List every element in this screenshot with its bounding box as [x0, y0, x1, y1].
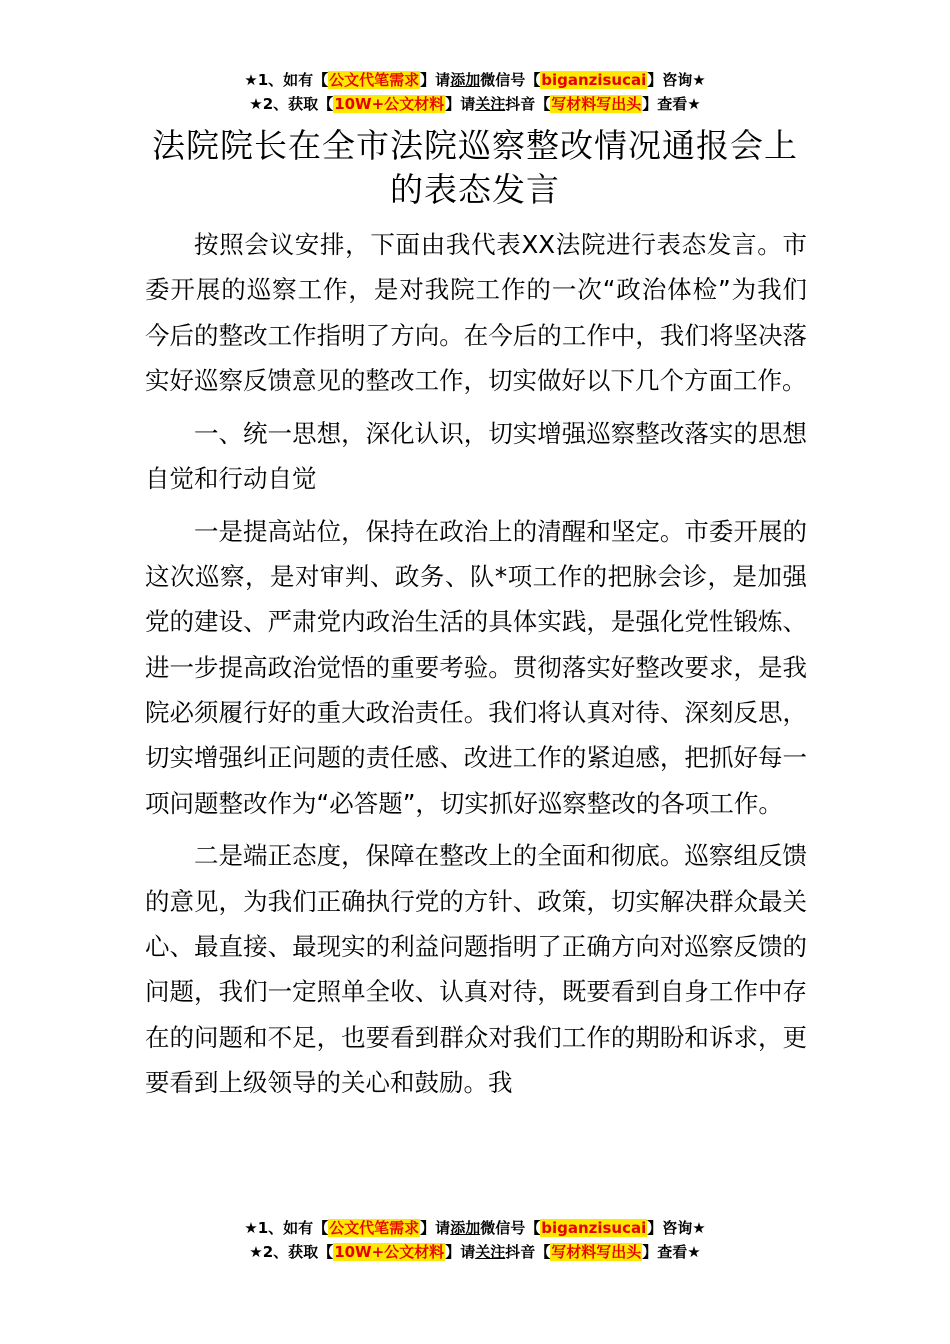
- promo-text: ★1、如有【: [244, 71, 329, 89]
- body-paragraph: 二是端正态度，保障在整改上的全面和彻底。巡察组反馈的意见，为我们正确执行党的方针、政策，切实解决群众最关心、最直接、最现实的利益问题指明了正确方向对巡察反馈的问题，我们一定照单全收、认真对待，既要看到自身工作中存在的问题和不足，也要看到群众对我们工作的期盼和诉求，更要看到上级领导的关心和鼓励。我: [145, 841, 807, 1097]
- promo-highlight: 10W+公文材料: [334, 95, 445, 113]
- promo-highlight: 公文代笔需求: [329, 1219, 420, 1237]
- header-promo: [0, 68, 950, 116]
- promo-text: ★2、获取【: [249, 95, 334, 113]
- promo-text: 】请: [420, 71, 451, 89]
- promo-text: 】查看★: [642, 95, 701, 113]
- promo-line-2: [0, 1240, 950, 1264]
- promo-wechat-id: biganzisucai: [541, 71, 647, 89]
- promo-douyin-id: 写材料写出头: [551, 95, 642, 113]
- promo-text: 微信号【: [480, 71, 541, 89]
- promo-highlight: 10W+公文材料: [334, 1243, 445, 1261]
- promo-underline: 添加: [450, 1219, 481, 1237]
- promo-underline: 关注: [475, 95, 506, 113]
- promo-line-2: [0, 92, 950, 116]
- promo-text: 】咨询★: [647, 71, 706, 89]
- promo-highlight: 公文代笔需求: [329, 71, 420, 89]
- body-paragraph: 按照会议安排，下面由我代表XX法院进行表态发言。市委开展的巡察工作，是对我院工作的一次“政治体检”为我们今后的整改工作指明了方向。在今后的工作中，我们将坚决落实好巡察反馈意见的整改工作，切实做好以下几个方面工作。: [145, 230, 807, 395]
- promo-douyin-id: 写材料写出头: [551, 1243, 642, 1261]
- promo-text: 微信号【: [480, 1219, 541, 1237]
- promo-text: 】查看★: [642, 1243, 701, 1261]
- footer-promo: [0, 1216, 950, 1264]
- promo-text: ★1、如有【: [244, 1219, 329, 1237]
- promo-text: 】咨询★: [647, 1219, 706, 1237]
- promo-underline: 关注: [475, 1243, 506, 1261]
- promo-text: 】请: [445, 1243, 476, 1261]
- promo-text: 抖音【: [505, 95, 551, 113]
- promo-line-1: [0, 68, 950, 92]
- body-paragraph: 一是提高站位，保持在政治上的清醒和坚定。市委开展的这次巡察，是对审判、政务、队*项工作的把脉会诊，是加强党的建设、严肃党内政治生活的具体实践，是强化党性锻炼、进一步提高政治觉悟的重要考验。贯彻落实好整改要求，是我院必须履行好的重大政治责任。我们将认真对待、深刻反思，切实增强纠正问题的责任感、改进工作的紧迫感，把抓好每一项问题整改作为“必答题”，切实抓好巡察整改的各项工作。: [145, 516, 807, 818]
- document-title: 法院院长在全市法院巡察整改情况通报会上的表态发言: [152, 126, 798, 209]
- promo-text: 】请: [420, 1219, 451, 1237]
- promo-text: 抖音【: [505, 1243, 551, 1261]
- promo-line-1: [0, 1216, 950, 1240]
- promo-text: ★2、获取【: [249, 1243, 334, 1261]
- document-body: [145, 222, 807, 1113]
- promo-text: 】请: [445, 95, 476, 113]
- section-heading: 一、统一思想，深化认识，切实增强巡察整改落实的思想自觉和行动自觉: [145, 418, 807, 493]
- promo-wechat-id: biganzisucai: [541, 1219, 647, 1237]
- promo-underline: 添加: [450, 71, 481, 89]
